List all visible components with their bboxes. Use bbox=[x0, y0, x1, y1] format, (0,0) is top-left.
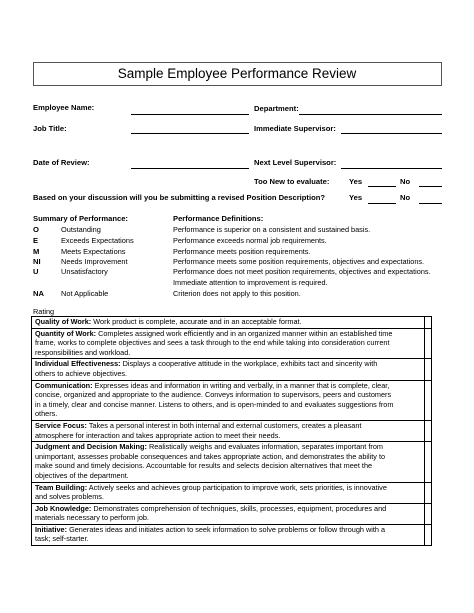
department-field[interactable] bbox=[299, 114, 442, 115]
revised-no-field[interactable] bbox=[419, 203, 442, 204]
name-needs-improvement: Needs Improvement bbox=[61, 257, 128, 266]
criterion-description-line: atmosphere for interaction and takes appropriate action to meet their needs. bbox=[35, 430, 281, 440]
rating-criterion bbox=[32, 442, 425, 482]
criterion-description-line: unimportant, assesses probable consequences and takes appropriate action, and demonstrates the ability to bbox=[35, 451, 386, 461]
date-of-review-label: Date of Review: bbox=[33, 158, 90, 167]
code-meets: M bbox=[33, 247, 40, 256]
criterion-description-line: others. bbox=[35, 409, 58, 419]
rating-criterion bbox=[32, 524, 425, 545]
rating-criterion bbox=[32, 380, 425, 420]
rating-label: Rating bbox=[33, 307, 55, 316]
criterion-name: Quantity of Work: bbox=[35, 328, 97, 338]
revised-question: Based on your discussion will you be submitting a revised Position Description? bbox=[33, 193, 325, 202]
criterion-name: Quality of Work: bbox=[35, 317, 92, 326]
rating-criterion bbox=[32, 328, 425, 359]
def-needs-improvement: Performance meets some position requirements, objectives and expectations. bbox=[173, 257, 425, 266]
criterion-description-line: Completes assigned work efficiently and in an organized manner within an established time bbox=[98, 328, 393, 338]
job-title-label: Job Title: bbox=[33, 124, 67, 133]
rating-score-cell[interactable] bbox=[425, 420, 432, 441]
rating-row bbox=[32, 380, 432, 420]
rating-score-cell[interactable] bbox=[425, 317, 432, 329]
summary-heading: Summary of Performance: bbox=[33, 214, 128, 223]
too-new-yes-label: Yes bbox=[349, 177, 363, 186]
next-level-supervisor-field[interactable] bbox=[341, 168, 442, 169]
rating-score-cell[interactable] bbox=[425, 380, 432, 420]
rating-score-cell[interactable] bbox=[425, 503, 432, 524]
criterion-description-line: others to achieve objectives. bbox=[35, 368, 128, 378]
criterion-name: Team Building: bbox=[35, 482, 88, 492]
page-title: Sample Employee Performance Review bbox=[117, 66, 357, 81]
name-unsatisfactory: Unsatisfactory bbox=[61, 267, 108, 276]
immediate-supervisor-label: Immediate Supervisor: bbox=[254, 124, 336, 133]
rating-row bbox=[32, 524, 432, 545]
rating-table bbox=[31, 316, 432, 546]
criterion-description-line: make sound and timely decisions. Accountable for results and selects decision alternatives that meet the bbox=[35, 461, 373, 471]
code-needs-improvement: NI bbox=[33, 257, 41, 266]
date-of-review-field[interactable] bbox=[131, 168, 249, 169]
rating-criterion bbox=[32, 482, 425, 503]
department-label: Department: bbox=[254, 104, 299, 113]
rating-row bbox=[32, 317, 432, 329]
name-outstanding: Outstanding bbox=[61, 225, 101, 234]
criterion-description-line: Realistically weighs and evaluates information, separates important from bbox=[148, 442, 383, 452]
criterion-description-line: objectives of the department. bbox=[35, 470, 129, 480]
revised-yes-field[interactable] bbox=[368, 203, 396, 204]
criterion-name: Communication: bbox=[35, 380, 93, 390]
criterion-description-line: Displays a cooperative attitude in the workplace, exhibits tact and sincerity with bbox=[122, 359, 378, 369]
rating-row bbox=[32, 420, 432, 441]
criterion-description-line: Expresses ideas and information in writing and verbally, in a manner that is complete, clear, bbox=[94, 380, 390, 390]
criterion-description-line: Work product is complete, accurate and in an acceptable format. bbox=[93, 317, 302, 326]
criterion-description-line: Actively seeks and achieves group participation to improve work, sets priorities, is innovative bbox=[88, 482, 387, 492]
criterion-description-line: concise, organized and appropriate to the audience. Conveys information to supervisors, peers and customers bbox=[35, 390, 392, 400]
criterion-description-line: frame, works to complete objectives and sees a task through to the end while taking into consideration current bbox=[35, 338, 390, 348]
immediate-supervisor-field[interactable] bbox=[341, 133, 442, 134]
criterion-description-line: in a timely, clear and concise manner. Listens to others, and is open-minded to and evaluates suggestions from bbox=[35, 399, 394, 409]
definitions-heading: Performance Definitions: bbox=[173, 214, 264, 223]
criterion-name: Individual Effectiveness: bbox=[35, 359, 121, 369]
rating-criterion bbox=[32, 359, 425, 380]
rating-row bbox=[32, 482, 432, 503]
employee-name-field[interactable] bbox=[131, 114, 249, 115]
criterion-description-line: Takes a personal interest in both internal and external customers, creates a pleasant bbox=[88, 420, 362, 430]
criterion-description-line: Demonstrates comprehension of techniques, skills, processes, equipment, procedures and bbox=[93, 503, 387, 513]
name-exceeds: Exceeds Expectations bbox=[61, 236, 134, 245]
name-not-applicable: Not Applicable bbox=[61, 289, 109, 298]
def-unsatisfactory: Performance does not meet position requirements, objectives and expectations. bbox=[173, 267, 431, 276]
rating-score-cell[interactable] bbox=[425, 328, 432, 359]
too-new-label: Too New to evaluate: bbox=[254, 177, 330, 186]
criterion-description-line: Generates ideas and initiates action to seek information to solve problems or follow through with a bbox=[69, 524, 386, 534]
too-new-no-label: No bbox=[400, 177, 411, 186]
def-not-applicable: Criterion does not apply to this position. bbox=[173, 289, 301, 298]
criterion-name: Judgment and Decision Making: bbox=[35, 442, 147, 452]
rating-row bbox=[32, 328, 432, 359]
code-outstanding: O bbox=[33, 225, 39, 234]
code-unsatisfactory: U bbox=[33, 267, 39, 276]
name-meets: Meets Expectations bbox=[61, 247, 126, 256]
too-new-no-field[interactable] bbox=[419, 186, 442, 187]
too-new-yes-field[interactable] bbox=[368, 186, 396, 187]
code-not-applicable: NA bbox=[33, 289, 44, 298]
rating-score-cell[interactable] bbox=[425, 442, 432, 482]
criterion-name: Initiative: bbox=[35, 524, 68, 534]
rating-criterion bbox=[32, 420, 425, 441]
def-meets: Performance meets position requirements. bbox=[173, 247, 311, 256]
criterion-description-line: and solves problems. bbox=[35, 492, 104, 502]
revised-no-label: No bbox=[400, 193, 411, 202]
job-title-field[interactable] bbox=[131, 133, 249, 134]
criterion-description-line: task; self-starter. bbox=[35, 534, 89, 544]
rating-criterion bbox=[32, 317, 425, 329]
rating-row bbox=[32, 359, 432, 380]
next-level-supervisor-label: Next Level Supervisor: bbox=[254, 158, 337, 167]
def-exceeds: Performance exceeds normal job requirements. bbox=[173, 236, 327, 245]
rating-row bbox=[32, 442, 432, 482]
criterion-description-line: responsibilities and workload. bbox=[35, 347, 131, 357]
code-exceeds: E bbox=[33, 236, 39, 245]
rating-score-cell[interactable] bbox=[425, 482, 432, 503]
rating-criterion bbox=[32, 503, 425, 524]
criterion-name: Service Focus: bbox=[35, 420, 87, 430]
rating-score-cell[interactable] bbox=[425, 359, 432, 380]
rating-row bbox=[32, 503, 432, 524]
def-unsatisfactory-2: Immediate attention to improvement is required. bbox=[173, 278, 328, 287]
criterion-description-line: materials necessary to perform job. bbox=[35, 513, 149, 523]
rating-score-cell[interactable] bbox=[425, 524, 432, 545]
revised-yes-label: Yes bbox=[349, 193, 363, 202]
def-outstanding: Performance is superior on a consistent and sustained basis. bbox=[173, 225, 371, 234]
employee-name-label: Employee Name: bbox=[33, 103, 95, 112]
criterion-name: Job Knowledge: bbox=[35, 503, 92, 513]
